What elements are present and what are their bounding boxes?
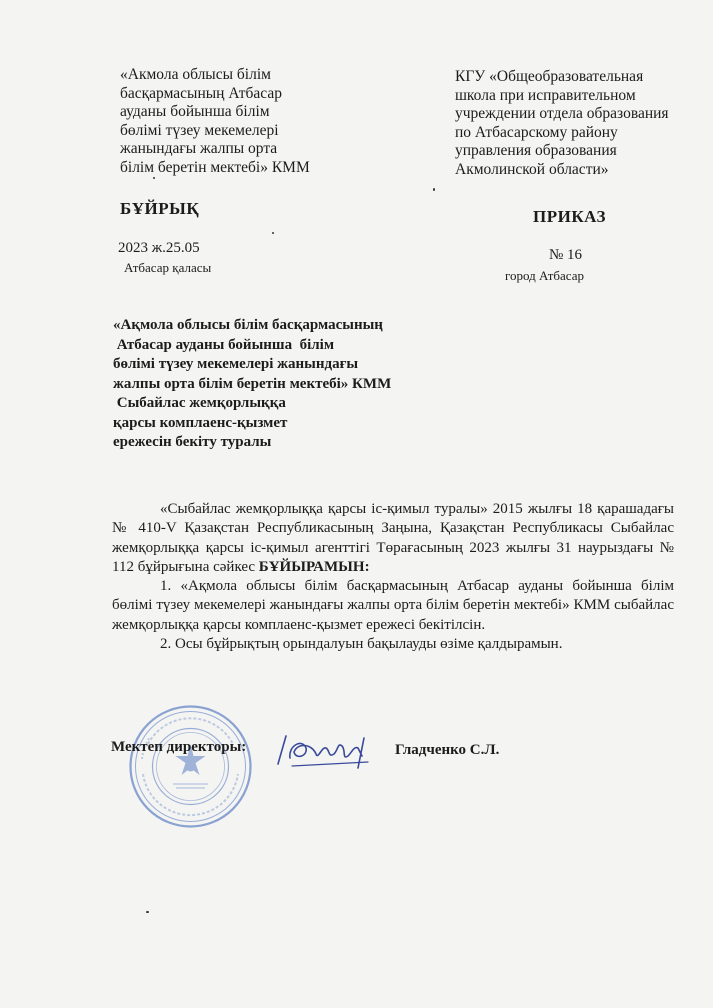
city-kz: Атбасар қаласы bbox=[124, 260, 212, 275]
header-right-ru bbox=[455, 68, 695, 180]
order-subject bbox=[113, 316, 433, 453]
handwritten-signature bbox=[272, 728, 382, 772]
header-right-line: учреждении отдела образования bbox=[455, 105, 669, 123]
subject-line: Сыбайлас жемқорлыққа bbox=[113, 395, 286, 411]
order-item-1: 1. «Ақмола облысы білім басқармасының Атбасар ауданы бойынша білім бөлімі түзеу мекемелері жанындағы жалпы орта білім беретін мектебі» КММ сыбайлас жемқорлыққа қарсы комплаенс-қызмет ережесі бекітілсін. bbox=[112, 578, 674, 633]
preamble-text: «Сыбайлас жемқорлыққа қарсы іс-қимыл туралы» 2015 жылғы 18 қарашадағы № 410-V Қазақстан Республикасының Заңына, Қазақстан Республикасы Сыбайлас жемқорлыққа қарсы іс-қимыл агенттігі Төрағасының 2023 жылғы 31 наурыздағы № 112 бұйрығына сәйкес bbox=[112, 501, 674, 575]
scan-speck bbox=[146, 911, 149, 913]
header-right-line: КГУ «Общеобразовательная bbox=[455, 68, 644, 85]
header-right-line: Акмолинской области» bbox=[455, 160, 609, 178]
order-word: БҰЙЫРАМЫН: bbox=[258, 558, 370, 575]
header-left-line: жанындағы жалпы орта bbox=[120, 140, 278, 158]
header-right-line: по Атбасарскому району bbox=[455, 123, 618, 141]
order-item-2: 2. Осы бұйрықтың орындалуын бақылауды өзіме қалдырамын. bbox=[160, 636, 563, 653]
preamble-paragraph bbox=[112, 500, 674, 577]
signature-label: Мектеп директоры: bbox=[111, 739, 247, 755]
official-stamp bbox=[128, 704, 253, 829]
header-left-kz bbox=[120, 66, 350, 178]
header-left-line: ауданы бойынша білім bbox=[120, 103, 270, 121]
scan-speck bbox=[272, 232, 274, 234]
order-number: № 16 bbox=[549, 247, 583, 263]
subject-line: ережесін бекіту туралы bbox=[113, 434, 272, 450]
header-right-line: управления образования bbox=[455, 142, 617, 160]
header-left-line: басқармасының Атбасар bbox=[120, 84, 282, 102]
order-title-kz: БҰЙРЫҚ bbox=[120, 199, 200, 218]
subject-line: қарсы комплаенс-қызмет bbox=[113, 414, 288, 431]
scan-speck bbox=[433, 188, 435, 191]
order-body bbox=[112, 500, 674, 654]
subject-line: жалпы орта білім беретін мектебі» КММ bbox=[113, 375, 392, 392]
city-ru: город Атбасар bbox=[505, 268, 585, 283]
director-name: Гладченко С.Л. bbox=[395, 742, 500, 758]
header-right-line: школа при исправительном bbox=[455, 86, 636, 104]
header-left-line: бөлімі түзеу мекемелері bbox=[120, 121, 279, 139]
subject-line: «Ақмола облысы білім басқармасының bbox=[113, 317, 383, 333]
subject-line: бөлімі түзеу мекемелері жанындағы bbox=[113, 356, 359, 372]
subject-line: Атбасар ауданы бойынша білім bbox=[113, 336, 335, 353]
order-title-ru: ПРИКАЗ bbox=[533, 207, 606, 226]
scan-speck bbox=[153, 177, 155, 179]
order-date: 2023 ж.25.05 bbox=[118, 240, 200, 256]
header-left-line: «Акмола облысы білім bbox=[120, 66, 271, 83]
header-left-line: білім беретін мектебі» КММ bbox=[120, 158, 310, 176]
